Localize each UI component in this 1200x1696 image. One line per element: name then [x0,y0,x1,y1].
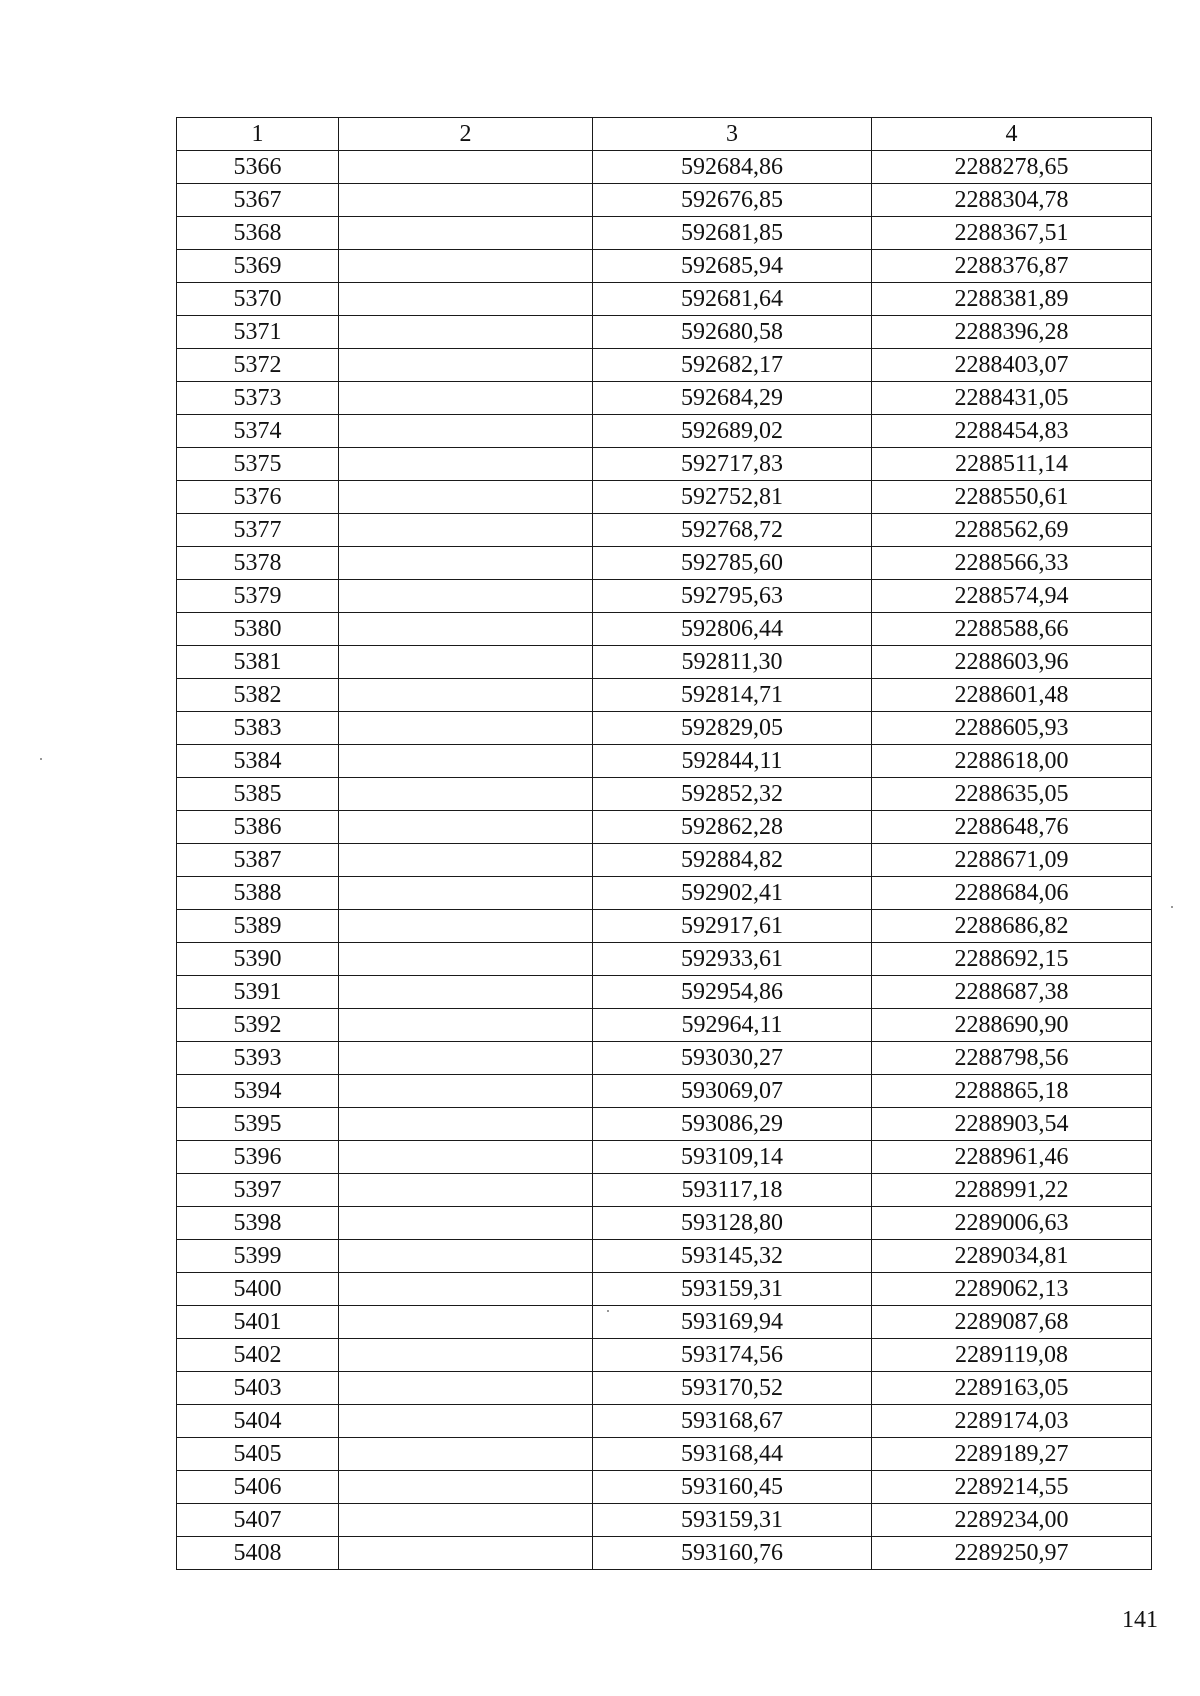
cell-point-number: 5396 [177,1141,339,1174]
cell-point-number: 5393 [177,1042,339,1075]
cell-description [339,1306,593,1339]
cell-x-coordinate: 593168,67 [593,1405,872,1438]
table-row [177,1207,1152,1240]
table-row [177,1141,1152,1174]
cell-x-coordinate: 593145,32 [593,1240,872,1273]
cell-y-coordinate: 2289034,81 [872,1240,1152,1273]
table-row [177,1372,1152,1405]
cell-description [339,1438,593,1471]
table-row [177,778,1152,811]
cell-point-number: 5398 [177,1207,339,1240]
cell-x-coordinate: 593109,14 [593,1141,872,1174]
cell-description [339,646,593,679]
cell-y-coordinate: 2289234,00 [872,1504,1152,1537]
cell-point-number: 5381 [177,646,339,679]
table-row [177,382,1152,415]
cell-y-coordinate: 2289062,13 [872,1273,1152,1306]
cell-description [339,547,593,580]
cell-x-coordinate: 592795,63 [593,580,872,613]
cell-y-coordinate: 2288684,06 [872,877,1152,910]
table-row [177,1438,1152,1471]
cell-point-number: 5391 [177,976,339,1009]
cell-description [339,1273,593,1306]
cell-x-coordinate: 593169,94 [593,1306,872,1339]
cell-point-number: 5368 [177,217,339,250]
cell-description [339,217,593,250]
cell-description [339,1405,593,1438]
cell-x-coordinate: 593030,27 [593,1042,872,1075]
cell-point-number: 5406 [177,1471,339,1504]
header-row [177,118,1152,151]
cell-point-number: 5397 [177,1174,339,1207]
table-row [177,250,1152,283]
cell-point-number: 5401 [177,1306,339,1339]
table-row [177,1009,1152,1042]
cell-x-coordinate: 592680,58 [593,316,872,349]
cell-y-coordinate: 2288601,48 [872,679,1152,712]
cell-description [339,778,593,811]
table-row [177,877,1152,910]
table-row [177,316,1152,349]
table-row [177,448,1152,481]
cell-y-coordinate: 2288566,33 [872,547,1152,580]
cell-point-number: 5382 [177,679,339,712]
cell-x-coordinate: 592862,28 [593,811,872,844]
cell-point-number: 5375 [177,448,339,481]
scan-speck [40,758,42,760]
table-row [177,811,1152,844]
cell-x-coordinate: 592964,11 [593,1009,872,1042]
cell-description [339,712,593,745]
cell-point-number: 5380 [177,613,339,646]
cell-x-coordinate: 592717,83 [593,448,872,481]
table-row [177,349,1152,382]
cell-description [339,877,593,910]
cell-point-number: 5400 [177,1273,339,1306]
cell-point-number: 5373 [177,382,339,415]
table-row [177,151,1152,184]
table-row [177,1306,1152,1339]
table-row [177,514,1152,547]
cell-point-number: 5385 [177,778,339,811]
cell-y-coordinate: 2288304,78 [872,184,1152,217]
cell-point-number: 5402 [177,1339,339,1372]
cell-y-coordinate: 2288865,18 [872,1075,1152,1108]
table-row [177,679,1152,712]
cell-point-number: 5384 [177,745,339,778]
cell-y-coordinate: 2288671,09 [872,844,1152,877]
cell-point-number: 5386 [177,811,339,844]
cell-description [339,1240,593,1273]
cell-x-coordinate: 592752,81 [593,481,872,514]
cell-y-coordinate: 2288431,05 [872,382,1152,415]
cell-point-number: 5399 [177,1240,339,1273]
scan-speck [607,1310,609,1312]
cell-y-coordinate: 2289189,27 [872,1438,1152,1471]
cell-x-coordinate: 593086,29 [593,1108,872,1141]
cell-point-number: 5377 [177,514,339,547]
cell-description [339,316,593,349]
cell-description [339,1207,593,1240]
cell-description [339,679,593,712]
cell-description [339,184,593,217]
cell-point-number: 5404 [177,1405,339,1438]
cell-y-coordinate: 2289163,05 [872,1372,1152,1405]
table-row [177,547,1152,580]
table-row [177,1174,1152,1207]
cell-point-number: 5370 [177,283,339,316]
cell-y-coordinate: 2288381,89 [872,283,1152,316]
cell-y-coordinate: 2288511,14 [872,448,1152,481]
table-row [177,217,1152,250]
table-row [177,1471,1152,1504]
cell-description [339,1339,593,1372]
cell-x-coordinate: 592681,64 [593,283,872,316]
table-row [177,1273,1152,1306]
cell-description [339,1372,593,1405]
cell-point-number: 5407 [177,1504,339,1537]
table-row [177,283,1152,316]
cell-y-coordinate: 2288648,76 [872,811,1152,844]
cell-x-coordinate: 593159,31 [593,1504,872,1537]
cell-description [339,349,593,382]
cell-x-coordinate: 593160,45 [593,1471,872,1504]
cell-x-coordinate: 592685,94 [593,250,872,283]
cell-y-coordinate: 2288367,51 [872,217,1152,250]
cell-y-coordinate: 2288278,65 [872,151,1152,184]
table-row [177,844,1152,877]
cell-point-number: 5372 [177,349,339,382]
cell-x-coordinate: 593128,80 [593,1207,872,1240]
column-header-2: 2 [339,118,593,151]
cell-point-number: 5394 [177,1075,339,1108]
cell-y-coordinate: 2288687,38 [872,976,1152,1009]
cell-y-coordinate: 2288603,96 [872,646,1152,679]
table-row [177,976,1152,1009]
cell-x-coordinate: 593160,76 [593,1537,872,1570]
cell-point-number: 5390 [177,943,339,976]
cell-x-coordinate: 592884,82 [593,844,872,877]
table-row [177,1504,1152,1537]
cell-y-coordinate: 2288686,82 [872,910,1152,943]
cell-description [339,745,593,778]
cell-description [339,943,593,976]
cell-y-coordinate: 2289250,97 [872,1537,1152,1570]
cell-description [339,514,593,547]
cell-point-number: 5374 [177,415,339,448]
table-row [177,580,1152,613]
cell-description [339,415,593,448]
cell-x-coordinate: 592829,05 [593,712,872,745]
cell-y-coordinate: 2288605,93 [872,712,1152,745]
cell-y-coordinate: 2288550,61 [872,481,1152,514]
cell-y-coordinate: 2288961,46 [872,1141,1152,1174]
cell-point-number: 5369 [177,250,339,283]
cell-description [339,151,593,184]
cell-description [339,613,593,646]
cell-x-coordinate: 592806,44 [593,613,872,646]
cell-point-number: 5389 [177,910,339,943]
cell-x-coordinate: 593069,07 [593,1075,872,1108]
cell-x-coordinate: 593170,52 [593,1372,872,1405]
cell-description [339,1471,593,1504]
cell-y-coordinate: 2289087,68 [872,1306,1152,1339]
cell-x-coordinate: 592768,72 [593,514,872,547]
table-row [177,1108,1152,1141]
cell-description [339,1174,593,1207]
table-row [177,184,1152,217]
cell-x-coordinate: 592933,61 [593,943,872,976]
cell-x-coordinate: 593117,18 [593,1174,872,1207]
table-row [177,1075,1152,1108]
cell-y-coordinate: 2288991,22 [872,1174,1152,1207]
cell-y-coordinate: 2289006,63 [872,1207,1152,1240]
page-number: 141 [1122,1607,1158,1633]
cell-y-coordinate: 2288376,87 [872,250,1152,283]
cell-x-coordinate: 592689,02 [593,415,872,448]
table-row [177,481,1152,514]
cell-description [339,1042,593,1075]
cell-x-coordinate: 592684,86 [593,151,872,184]
cell-point-number: 5379 [177,580,339,613]
cell-point-number: 5392 [177,1009,339,1042]
cell-y-coordinate: 2288454,83 [872,415,1152,448]
cell-point-number: 5408 [177,1537,339,1570]
cell-description [339,1009,593,1042]
table-row [177,712,1152,745]
cell-description [339,1504,593,1537]
table-row [177,1537,1152,1570]
cell-description [339,910,593,943]
cell-x-coordinate: 592811,30 [593,646,872,679]
cell-y-coordinate: 2288903,54 [872,1108,1152,1141]
cell-x-coordinate: 593174,56 [593,1339,872,1372]
cell-point-number: 5383 [177,712,339,745]
cell-point-number: 5395 [177,1108,339,1141]
cell-y-coordinate: 2288618,00 [872,745,1152,778]
table-body [177,151,1152,1570]
table-row [177,1240,1152,1273]
cell-description [339,580,593,613]
cell-y-coordinate: 2288588,66 [872,613,1152,646]
cell-y-coordinate: 2288562,69 [872,514,1152,547]
cell-y-coordinate: 2288690,90 [872,1009,1152,1042]
table-row [177,1405,1152,1438]
cell-point-number: 5366 [177,151,339,184]
cell-description [339,1108,593,1141]
cell-description [339,844,593,877]
cell-x-coordinate: 592902,41 [593,877,872,910]
cell-x-coordinate: 592852,32 [593,778,872,811]
cell-x-coordinate: 592676,85 [593,184,872,217]
cell-x-coordinate: 593159,31 [593,1273,872,1306]
scan-speck [1171,906,1173,908]
cell-y-coordinate: 2289214,55 [872,1471,1152,1504]
table-row [177,910,1152,943]
table-row [177,613,1152,646]
column-header-1: 1 [177,118,339,151]
table-row [177,1042,1152,1075]
table-row [177,646,1152,679]
cell-description [339,283,593,316]
cell-point-number: 5405 [177,1438,339,1471]
cell-x-coordinate: 592844,11 [593,745,872,778]
cell-x-coordinate: 592785,60 [593,547,872,580]
cell-y-coordinate: 2288635,05 [872,778,1152,811]
cell-x-coordinate: 592954,86 [593,976,872,1009]
table-header [177,118,1152,151]
cell-y-coordinate: 2288798,56 [872,1042,1152,1075]
cell-x-coordinate: 592684,29 [593,382,872,415]
cell-description [339,481,593,514]
table-row [177,415,1152,448]
cell-description [339,1075,593,1108]
cell-description [339,976,593,1009]
cell-x-coordinate: 592681,85 [593,217,872,250]
cell-description [339,1537,593,1570]
cell-y-coordinate: 2288396,28 [872,316,1152,349]
cell-description [339,1141,593,1174]
cell-point-number: 5371 [177,316,339,349]
column-header-4: 4 [872,118,1152,151]
cell-x-coordinate: 592682,17 [593,349,872,382]
cell-x-coordinate: 592814,71 [593,679,872,712]
cell-y-coordinate: 2288403,07 [872,349,1152,382]
cell-point-number: 5388 [177,877,339,910]
cell-y-coordinate: 2288574,94 [872,580,1152,613]
cell-x-coordinate: 592917,61 [593,910,872,943]
cell-description [339,250,593,283]
coordinates-table [176,117,1152,1570]
table-row [177,1339,1152,1372]
cell-point-number: 5367 [177,184,339,217]
cell-description [339,382,593,415]
cell-description [339,811,593,844]
cell-y-coordinate: 2288692,15 [872,943,1152,976]
cell-y-coordinate: 2289174,03 [872,1405,1152,1438]
column-header-3: 3 [593,118,872,151]
cell-point-number: 5378 [177,547,339,580]
cell-y-coordinate: 2289119,08 [872,1339,1152,1372]
cell-description [339,448,593,481]
cell-x-coordinate: 593168,44 [593,1438,872,1471]
cell-point-number: 5387 [177,844,339,877]
cell-point-number: 5376 [177,481,339,514]
table-row [177,745,1152,778]
cell-point-number: 5403 [177,1372,339,1405]
table-row [177,943,1152,976]
